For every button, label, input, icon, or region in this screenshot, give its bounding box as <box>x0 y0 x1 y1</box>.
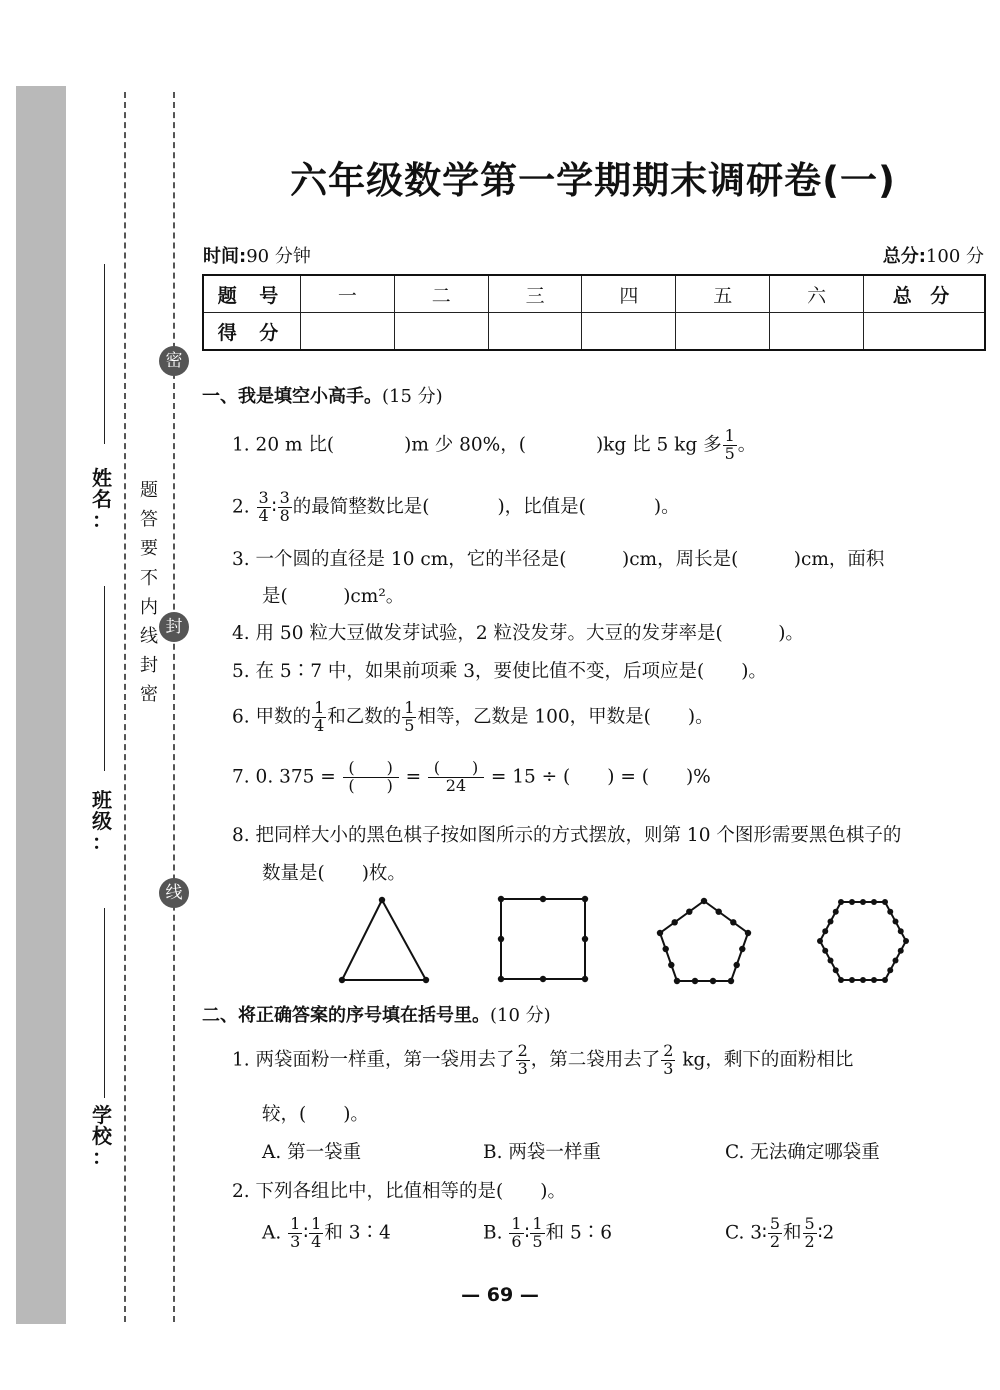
question-1-4: 4. 用 50 粒大豆做发芽试验，2 粒没发芽。大豆的发芽率是( )。 <box>232 623 804 644</box>
col-6: 六 <box>770 275 864 313</box>
question-1-3-line2: 是( )cm²。 <box>262 586 405 607</box>
question-1-8: 8. 把同样大小的黑色棋子按如图所示的方式摆放，则第 10 个图形需要黑色棋子的 <box>232 825 902 846</box>
cut-line-right <box>173 92 175 1322</box>
option-2-1-a: A. 第一袋重 <box>262 1142 362 1163</box>
question-2-1: 1. 两袋面粉一样重，第一袋用去了 $\frac{2}{3}$ ，第二袋用去了 $\frac{2}{3}$ kg，剩下的面粉相比 <box>232 1041 854 1078</box>
school-label: 学 校 ： <box>92 1103 112 1169</box>
score-table <box>202 274 986 351</box>
question-1-1: 1. 20 m 比( )m 少 80%，( )kg 比 5 kg 多 $\frac{1}{5}$ 。 <box>232 426 757 463</box>
col-5: 五 <box>676 275 770 313</box>
triangle-figure <box>334 892 434 986</box>
question-1-5: 5. 在 5∶7 中，如果前项乘 3，要使比值不变，后项应是( )。 <box>232 661 767 682</box>
square-figure <box>495 893 591 983</box>
page-number: — 69 — <box>461 1284 539 1306</box>
col-4: 四 <box>582 275 676 313</box>
score-table-header: 题 号 <box>203 275 301 313</box>
page-title: 六年级数学第一学期期末调研卷(一) <box>290 159 896 202</box>
binding-strip <box>16 86 66 1324</box>
option-2-2-a: A. $\frac{1}{3}$ ∶ $\frac{1}{4}$ 和 3∶4 <box>262 1214 391 1251</box>
option-2-2-c: C. 3∶ $\frac{5}{2}$ 和 $\frac{5}{2}$ ∶2 <box>725 1214 835 1251</box>
option-2-1-b: B. 两袋一样重 <box>483 1142 601 1163</box>
pentagon-figure <box>654 895 754 987</box>
score-cell[interactable] <box>770 313 864 351</box>
seal-notice: 题 答 要 不 内 线 封 密 <box>140 480 158 706</box>
score-row-header: 得 分 <box>203 313 301 351</box>
score-cell[interactable] <box>676 313 770 351</box>
option-2-2-b: B. $\frac{1}{6}$ ∶ $\frac{1}{5}$ 和 5∶6 <box>483 1214 612 1251</box>
score-cell[interactable] <box>394 313 488 351</box>
question-1-2: 2. $\frac{3}{4}$ ∶ $\frac{3}{8}$ 的最简整数比是( )，比值是( )。 <box>232 488 680 525</box>
col-1: 一 <box>301 275 395 313</box>
seal-mark-xian: 线 <box>159 878 189 908</box>
question-1-3: 3. 一个圆的直径是 10 cm，它的半径是( )cm，周长是( )cm，面积 <box>232 549 885 570</box>
seal-mark-feng: 封 <box>159 612 189 642</box>
score-cell[interactable] <box>582 313 676 351</box>
score-cell[interactable] <box>301 313 395 351</box>
section-1-title: 一、我是填空小高手。(15 分) <box>202 386 443 407</box>
section-2-title: 二、将正确答案的序号填在括号里。(10 分) <box>202 1005 551 1026</box>
question-1-6: 6. 甲数的 $\frac{1}{4}$ 和乙数的 $\frac{1}{5}$ 相等，乙数是 100，甲数是( )。 <box>232 698 714 735</box>
cut-line-left <box>124 92 126 1322</box>
option-2-1-c: C. 无法确定哪袋重 <box>725 1142 880 1163</box>
seal-mark-mi: 密 <box>159 346 189 376</box>
hexagon-figure <box>814 896 912 986</box>
score-cell-total[interactable] <box>864 313 986 351</box>
question-2-2: 2. 下列各组比中，比值相等的是( )。 <box>232 1181 566 1202</box>
col-3: 三 <box>488 275 582 313</box>
col-total: 总 分 <box>864 275 986 313</box>
time-info: 时间:90 分钟 <box>203 246 311 267</box>
question-1-7: 7. 0. 375 = $\frac{( )}{( )}$ = $\frac{( )}{24}$ = 15 ÷ ( ) = ( )% <box>232 758 711 795</box>
score-cell[interactable] <box>488 313 582 351</box>
name-label: 姓 名 ： <box>92 466 112 532</box>
school-underline <box>104 908 105 1098</box>
col-2: 二 <box>394 275 488 313</box>
question-2-1-line2: 较，( )。 <box>262 1104 369 1125</box>
score-table-score-row <box>203 313 985 351</box>
total-score-info: 总分:100 分 <box>882 246 984 267</box>
name-underline <box>104 264 105 444</box>
score-table-header-row <box>203 275 985 313</box>
question-1-8-line2: 数量是( )枚。 <box>262 863 406 884</box>
class-underline <box>104 586 105 771</box>
class-label: 班 级 ： <box>92 788 112 854</box>
